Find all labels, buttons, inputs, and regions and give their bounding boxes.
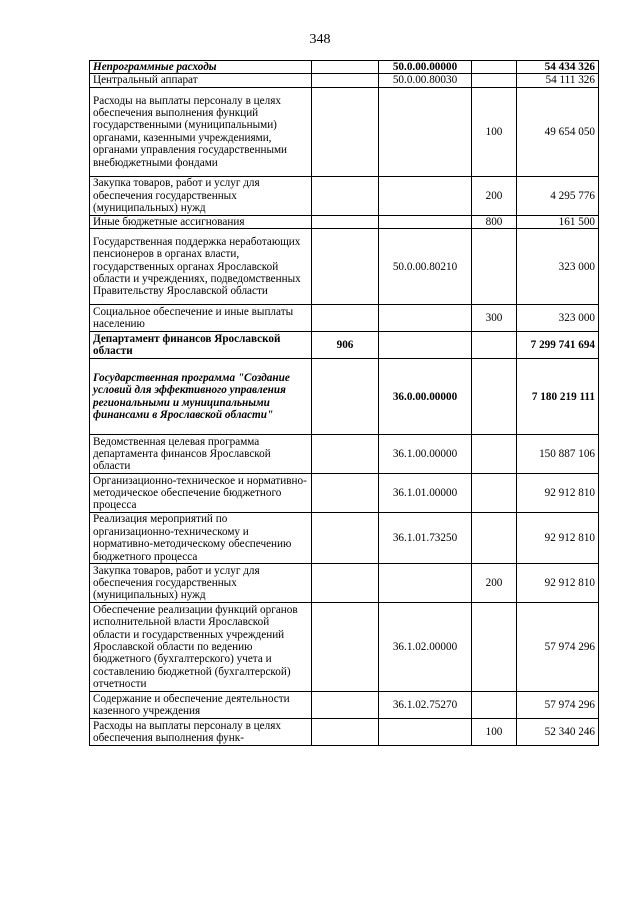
row-code (379, 87, 472, 176)
table-row (90, 87, 599, 176)
row-amount: 54 111 326 (517, 74, 599, 87)
table-row (90, 359, 599, 435)
row-dept (312, 719, 379, 746)
row-dept (312, 215, 379, 228)
row-name: Центральный аппарат (90, 74, 312, 87)
row-amount: 57 974 296 (517, 603, 599, 692)
row-name: Содержание и обеспечение деятельности казенного учреждения (90, 692, 312, 719)
table-row (90, 332, 599, 359)
row-amount: 150 887 106 (517, 435, 599, 474)
row-vr: 100 (472, 87, 517, 176)
row-dept (312, 87, 379, 176)
row-dept (312, 603, 379, 692)
row-dept (312, 359, 379, 435)
row-name: Ведомственная целевая программа департамента финансов Ярославской области (90, 435, 312, 474)
row-name: Государственная поддержка неработающих пенсионеров в органах власти, государственных органах Ярославской области и учреждениях, подведомственных Правительству Ярославской области (90, 229, 312, 305)
row-vr (472, 359, 517, 435)
table-row (90, 692, 599, 719)
row-code (379, 176, 472, 215)
row-code: 50.0.00.80210 (379, 229, 472, 305)
row-dept (312, 305, 379, 332)
row-dept (312, 474, 379, 513)
row-amount: 92 912 810 (517, 474, 599, 513)
row-name: Расходы на выплаты персоналу в целях обеспечения выполнения функций государственными (муниципальными) органами, казенными учреждениями, органами управления государственными внебюджетными фондами (90, 87, 312, 176)
row-dept (312, 176, 379, 215)
row-vr (472, 513, 517, 564)
row-code (379, 215, 472, 228)
row-vr: 300 (472, 305, 517, 332)
row-amount: 7 180 219 111 (517, 359, 599, 435)
row-code: 50.0.00.00000 (379, 61, 472, 74)
table-row (90, 719, 599, 746)
row-code: 36.1.02.75270 (379, 692, 472, 719)
row-name: Закупка товаров, работ и услуг для обеспечения государственных (муниципальных) нужд (90, 176, 312, 215)
row-vr (472, 474, 517, 513)
row-name: Расходы на выплаты персоналу в целях обеспечения выполнения функ- (90, 719, 312, 746)
row-vr (472, 74, 517, 87)
row-name: Обеспечение реализации функций органов исполнительной власти Ярославской области и государственных учреждений Ярославской области по ведению бюджетного (бухгалтерского) учета и составлению бюджетной (бухгалтерской) отчетности (90, 603, 312, 692)
row-vr (472, 332, 517, 359)
row-vr: 100 (472, 719, 517, 746)
row-amount: 7 299 741 694 (517, 332, 599, 359)
row-dept (312, 692, 379, 719)
row-vr (472, 435, 517, 474)
row-vr (472, 692, 517, 719)
table-row (90, 474, 599, 513)
page-number: 348 (309, 32, 331, 47)
table-row (90, 564, 599, 603)
row-vr (472, 603, 517, 692)
row-amount: 57 974 296 (517, 692, 599, 719)
row-amount: 54 434 326 (517, 61, 599, 74)
row-name: Реализация мероприятий по организационно-техническому и нормативно-методическому обеспечению бюджетного процесса (90, 513, 312, 564)
row-dept (312, 435, 379, 474)
row-code: 36.1.00.00000 (379, 435, 472, 474)
row-dept (312, 74, 379, 87)
table-row (90, 74, 599, 87)
row-name: Государственная программа "Создание условий для эффективного управления региональными и муниципальными финансами в Ярославской области" (90, 359, 312, 435)
row-vr (472, 229, 517, 305)
row-amount: 323 000 (517, 229, 599, 305)
row-code (379, 332, 472, 359)
row-code: 36.1.01.00000 (379, 474, 472, 513)
row-vr: 800 (472, 215, 517, 228)
row-dept (312, 229, 379, 305)
row-name: Непрограммные расходы (90, 61, 312, 74)
row-amount: 92 912 810 (517, 513, 599, 564)
row-name: Социальное обеспечение и иные выплаты населению (90, 305, 312, 332)
row-vr: 200 (472, 176, 517, 215)
row-code (379, 719, 472, 746)
row-dept (312, 61, 379, 74)
row-amount: 161 500 (517, 215, 599, 228)
row-vr: 200 (472, 564, 517, 603)
row-dept (312, 564, 379, 603)
table-row (90, 513, 599, 564)
row-amount: 49 654 050 (517, 87, 599, 176)
row-code (379, 305, 472, 332)
row-amount: 323 000 (517, 305, 599, 332)
table-row (90, 435, 599, 474)
row-name: Закупка товаров, работ и услуг для обеспечения государственных (муниципальных) нужд (90, 564, 312, 603)
row-code: 36.0.00.00000 (379, 359, 472, 435)
table-row (90, 176, 599, 215)
row-amount: 92 912 810 (517, 564, 599, 603)
row-code (379, 564, 472, 603)
row-code: 50.0.00.80030 (379, 74, 472, 87)
budget-table (89, 60, 599, 746)
table-row (90, 603, 599, 692)
table-row (90, 61, 599, 74)
row-code: 36.1.01.73250 (379, 513, 472, 564)
row-name: Иные бюджетные ассигнования (90, 215, 312, 228)
row-dept (312, 513, 379, 564)
row-name: Департамент финансов Ярославской области (90, 332, 312, 359)
table-row (90, 215, 599, 228)
row-code: 36.1.02.00000 (379, 603, 472, 692)
row-dept: 906 (312, 332, 379, 359)
row-vr (472, 61, 517, 74)
table-row (90, 229, 599, 305)
table-row (90, 305, 599, 332)
row-name: Организационно-техническое и нормативно-методическое обеспечение бюджетного процесса (90, 474, 312, 513)
row-amount: 4 295 776 (517, 176, 599, 215)
row-amount: 52 340 246 (517, 719, 599, 746)
